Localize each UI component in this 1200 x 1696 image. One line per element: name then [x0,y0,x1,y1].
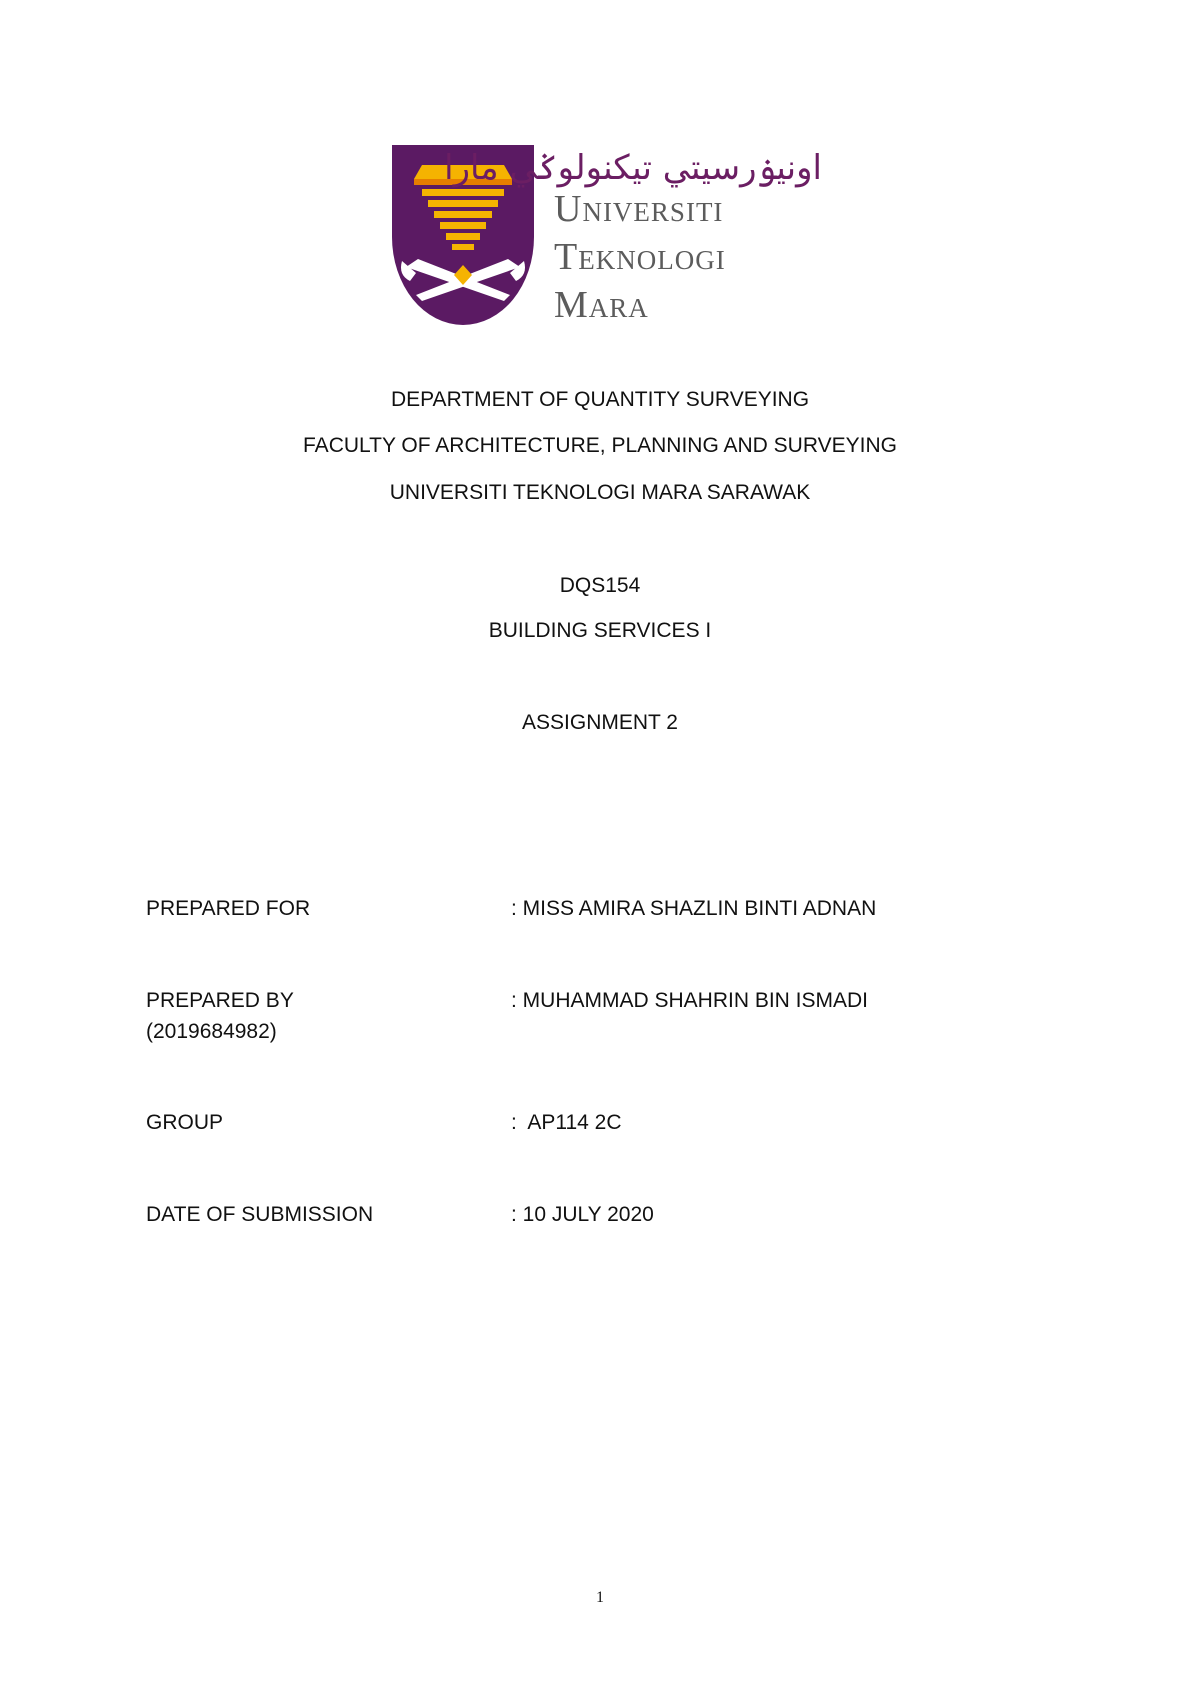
wordmark-line-2: Teknologi [554,236,726,278]
submission-date-label: DATE OF SUBMISSION [146,1203,374,1226]
faculty-heading: FACULTY OF ARCHITECTURE, PLANNING AND SURVEYING [303,434,897,457]
course-code: DQS154 [559,574,641,597]
uitm-wordmark [444,145,822,326]
page-number: 1 [596,1589,604,1606]
university-heading: UNIVERSITI TEKNOLOGI MARA SARAWAK [389,481,811,504]
assignment-title: ASSIGNMENT 2 [522,711,678,734]
course-name: BUILDING SERVICES I [488,619,712,642]
prepared-by-value: : MUHAMMAD SHAHRIN BIN ISMADI [511,989,869,1012]
student-id: (2019684982) [146,1020,277,1043]
prepared-for-value: : MISS AMIRA SHAZLIN BINTI ADNAN [511,897,877,920]
prepared-by-label: PREPARED BY [146,989,294,1012]
group-value: : AP114 2C [511,1111,622,1134]
wordmark-line-1: Universiti [554,188,724,230]
wordmark-line-3: Mara [554,284,649,326]
submission-date-value: : 10 JULY 2020 [511,1203,654,1226]
uitm-logo [392,145,822,325]
group-label: GROUP [146,1111,224,1134]
jawi-script-text: اونيۏرسيتي تيكنولوݢي مارا [444,148,822,188]
department-heading: DEPARTMENT OF QUANTITY SURVEYING [390,388,810,411]
prepared-for-label: PREPARED FOR [146,897,311,920]
